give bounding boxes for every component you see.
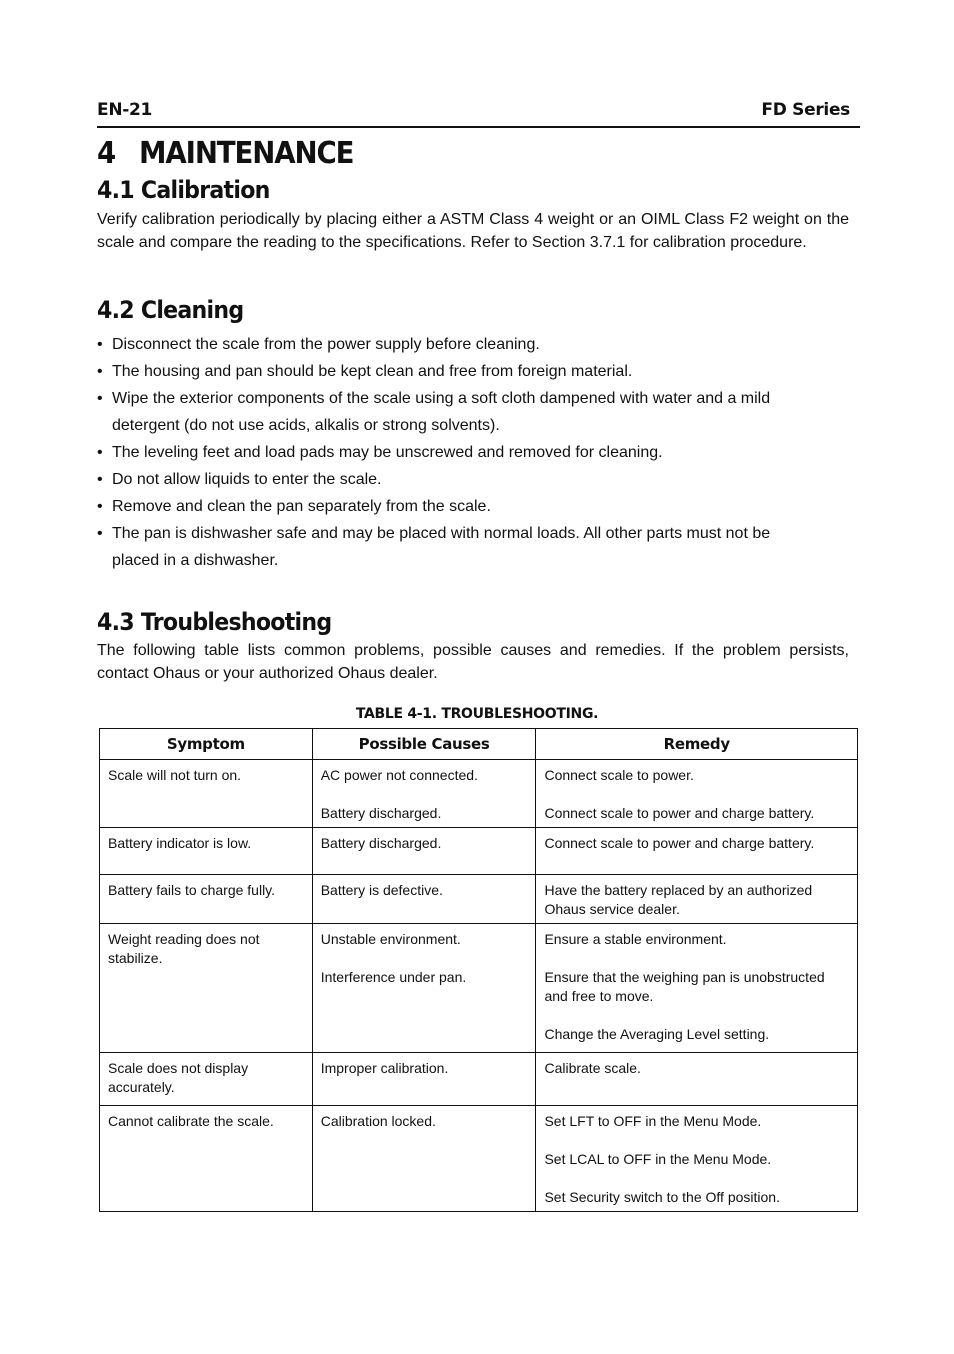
header-rule: [97, 126, 860, 128]
cleaning-list: [97, 331, 817, 574]
cleaning-item-text: The leveling feet and load pads may be unscrewed and removed for cleaning.: [112, 444, 663, 461]
cell-text: Set LCAL to OFF in the Menu Mode.: [544, 1151, 772, 1167]
cleaning-item-text: Remove and clean the pan separately from the scale.: [112, 498, 491, 515]
bullet-icon: •: [97, 444, 103, 461]
symptom-cell: [100, 828, 313, 875]
cleaning-item-text: Disconnect the scale from the power supply before cleaning.: [112, 336, 540, 353]
cell-spacer: [544, 1006, 849, 1025]
cell-spacer: [544, 785, 849, 804]
causes-cell: [312, 1106, 536, 1212]
cell-text: Connect scale to power and charge battery.: [544, 805, 815, 821]
table-row: [100, 875, 858, 924]
table-row: [100, 1053, 858, 1106]
cleaning-list-item: [97, 493, 817, 520]
cell-text: Battery is defective.: [320, 882, 443, 898]
cell-text: Cannot calibrate the scale.: [108, 1113, 274, 1129]
cleaning-list-item: [97, 466, 817, 493]
column-header-remedy: Remedy: [536, 729, 858, 760]
cell-text: Set Security switch to the Off position.: [544, 1189, 780, 1205]
symptom-cell: [100, 1053, 313, 1106]
cleaning-item-text: The housing and pan should be kept clean and free from foreign material.: [112, 363, 633, 380]
section-heading-troubleshooting: 4.3 Troubleshooting: [97, 608, 332, 636]
cell-spacer: [321, 949, 528, 968]
causes-cell: [312, 760, 536, 828]
causes-cell: [312, 875, 536, 924]
bullet-icon: •: [97, 336, 103, 353]
cleaning-item-text: detergent (do not use acids, alkalis or strong solvents).: [112, 417, 500, 434]
section-heading-cleaning: 4.2 Cleaning: [97, 296, 244, 324]
bullet-icon: •: [97, 525, 103, 542]
series-name: FD Series: [761, 100, 850, 120]
symptom-cell: [100, 760, 313, 828]
column-header-causes: Possible Causes: [312, 729, 536, 760]
cell-text: Connect scale to power and charge battery.: [544, 835, 815, 851]
troubleshooting-table: [99, 728, 858, 1212]
cell-text: Unstable environment.: [320, 931, 461, 947]
chapter-name: MAINTENANCE: [139, 136, 354, 171]
bullet-icon: •: [97, 471, 103, 488]
remedy-cell: [536, 1106, 858, 1212]
table-row: [100, 760, 858, 828]
cleaning-list-item: [97, 331, 817, 358]
table-row: [100, 1106, 858, 1212]
column-header-symptom: Symptom: [100, 729, 313, 760]
causes-cell: [312, 924, 536, 1053]
troubleshooting-paragraph: The following table lists common problems, possible causes and remedies. If the problem persists, contact Ohaus or your authorized Ohaus dealer.: [97, 642, 849, 682]
causes-cell: [312, 1053, 536, 1106]
chapter-title: [97, 136, 353, 171]
cell-text: Battery discharged.: [320, 805, 442, 821]
cell-text: Ensure a stable environment.: [544, 931, 727, 947]
cell-text: Ensure that the weighing pan is unobstructed and free to move.: [544, 969, 825, 1004]
bullet-icon: •: [97, 363, 103, 380]
table-row: [100, 828, 858, 875]
cell-spacer: [544, 949, 849, 968]
cleaning-list-item: [97, 439, 817, 466]
cell-spacer: [544, 1131, 849, 1150]
cell-text: Calibration locked.: [320, 1113, 436, 1129]
calibration-paragraph: Verify calibration periodically by placing either a ASTM Class 4 weight or an OIML Class F2 weight on the scale and compare the reading to the specifications. Refer to Section 3.7.1 for calibration procedure.: [97, 211, 849, 251]
remedy-cell: [536, 875, 858, 924]
remedy-cell: [536, 1053, 858, 1106]
cleaning-item-text: Wipe the exterior components of the scale using a soft cloth dampened with water and a mild: [112, 390, 771, 407]
cleaning-item-text: Do not allow liquids to enter the scale.: [112, 471, 382, 488]
cell-text: Change the Averaging Level setting.: [544, 1026, 770, 1042]
cleaning-item-text: placed in a dishwasher.: [112, 552, 279, 569]
chapter-number: 4: [97, 136, 116, 171]
cleaning-list-item: [97, 520, 817, 574]
table-caption: TABLE 4-1. TROUBLESHOOTING.: [355, 706, 599, 722]
cell-text: Interference under pan.: [320, 969, 467, 985]
cell-text: Connect scale to power.: [544, 767, 694, 783]
symptom-cell: [100, 924, 313, 1053]
cell-text: Have the battery replaced by an authorized Ohaus service dealer.: [544, 882, 813, 917]
remedy-cell: [536, 760, 858, 828]
cell-text: Weight reading does not stabilize.: [108, 931, 260, 966]
cell-text: Scale does not display accurately.: [108, 1060, 249, 1095]
cell-text: Battery indicator is low.: [108, 835, 252, 851]
section-heading-calibration: 4.1 Calibration: [97, 176, 270, 204]
cell-text: Set LFT to OFF in the Menu Mode.: [544, 1113, 762, 1129]
bullet-icon: •: [97, 498, 103, 515]
cell-text: Battery discharged.: [320, 835, 442, 851]
causes-cell: [312, 828, 536, 875]
table-row: [100, 924, 858, 1053]
cell-spacer: [321, 785, 528, 804]
cell-spacer: [544, 1169, 849, 1188]
cell-text: Scale will not turn on.: [108, 767, 242, 783]
cleaning-list-item: [97, 358, 817, 385]
remedy-cell: [536, 924, 858, 1053]
symptom-cell: [100, 875, 313, 924]
cell-text: Calibrate scale.: [544, 1060, 641, 1076]
table-header-row: [100, 729, 858, 760]
symptom-cell: [100, 1106, 313, 1212]
cleaning-list-item: [97, 385, 817, 439]
cell-text: Battery fails to charge fully.: [108, 882, 276, 898]
cell-text: AC power not connected.: [320, 767, 478, 783]
cleaning-item-text: The pan is dishwasher safe and may be placed with normal loads. All other parts must not be: [112, 525, 771, 542]
bullet-icon: •: [97, 390, 103, 407]
page-number: EN-21: [97, 100, 153, 120]
remedy-cell: [536, 828, 858, 875]
cell-text: Improper calibration.: [320, 1060, 449, 1076]
